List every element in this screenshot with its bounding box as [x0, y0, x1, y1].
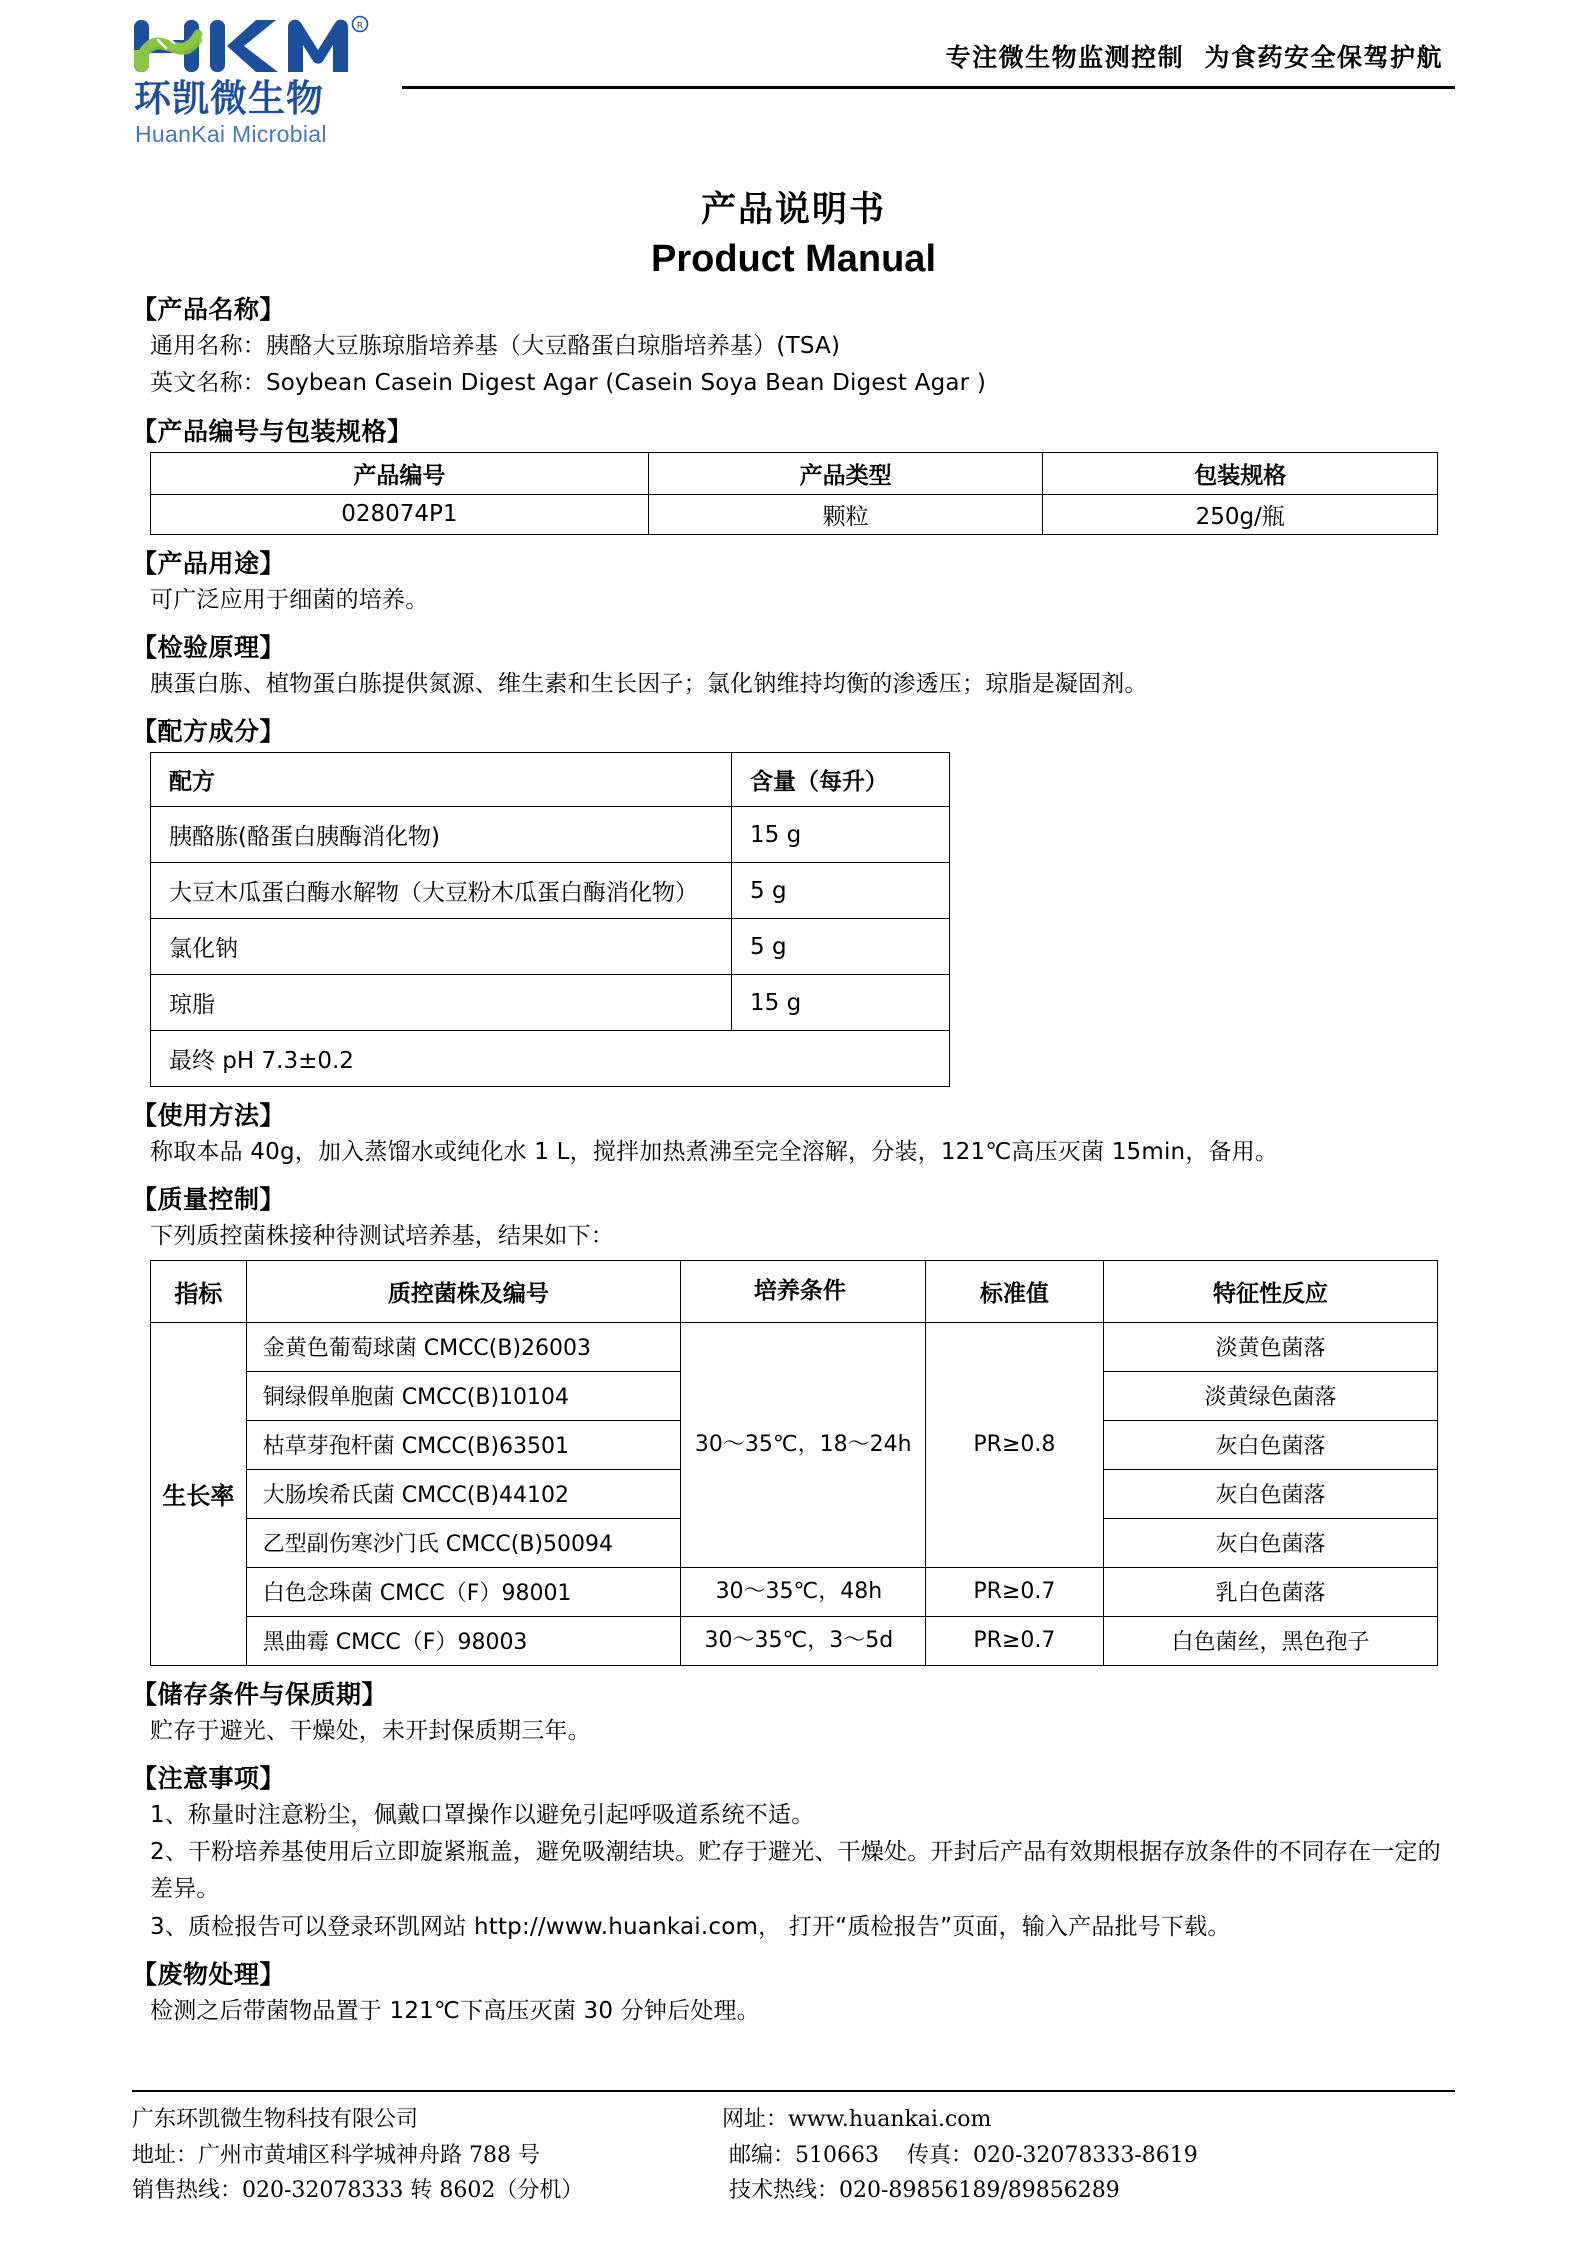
product-english-name [150, 365, 1455, 402]
cell-reaction: 灰白色菌落 [1103, 1469, 1437, 1518]
col-product-type: 产品类型 [648, 452, 1043, 494]
footer-postcode-fax: 邮编：510663 传真：020-32078333-8619 [722, 2142, 1198, 2168]
precaution-item-1: 1、称量时注意粉尘，佩戴口罩操作以避免引起呼吸道系统不适。 [150, 1801, 815, 1828]
table-row [151, 1616, 1438, 1665]
page-title-cn: 产品说明书 [700, 190, 886, 230]
cell-reaction: 灰白色菌落 [1103, 1420, 1437, 1469]
cell-amount: 15 g [732, 807, 950, 863]
cell-condition: 30～35℃，48h [680, 1567, 925, 1616]
purpose-text: 可广泛应用于细菌的培养。 [150, 586, 429, 613]
logo-company-name-en: HuanKai Microbial [135, 121, 327, 148]
cell-strain: 金黄色葡萄球菌 CMCC(B)26003 [246, 1322, 680, 1371]
cell-product-type: 颗粒 [648, 494, 1043, 534]
quality-control-intro: 下列质控菌株接种待测试培养基，结果如下： [150, 1223, 614, 1250]
section-heading-purpose: 【产品用途】 [132, 548, 286, 578]
cell-product-code: 028074P1 [151, 494, 649, 534]
section-heading-product-name: 【产品名称】 [132, 295, 286, 324]
footer-website: 网址：www.huankai.com [722, 2107, 992, 2133]
cell-reaction: 灰白色菌落 [1103, 1518, 1437, 1567]
footer-company-name: 广东环凯微生物科技有限公司 [132, 2107, 419, 2133]
cell-strain: 枯草芽孢杆菌 CMCC(B)63501 [246, 1420, 680, 1469]
cell-strain: 大肠埃希氏菌 CMCC(B)44102 [246, 1469, 680, 1518]
cell-reaction: 淡黄绿色菌落 [1103, 1371, 1437, 1420]
quality-control-table [150, 1260, 1438, 1666]
company-tagline: 专注微生物监测控制 为食药安全保驾护航 [945, 43, 1443, 72]
cell-amount: 5 g [732, 863, 950, 919]
formula-table [150, 752, 950, 1087]
col-strain: 质控菌株及编号 [246, 1260, 680, 1322]
table-row [151, 494, 1438, 534]
section-heading-product-code: 【产品编号与包装规格】 [132, 416, 413, 446]
page-footer [132, 2090, 1455, 2209]
col-package-spec: 包装规格 [1043, 452, 1438, 494]
table-row [151, 807, 950, 863]
table-row [151, 1322, 1438, 1371]
col-indicator: 指标 [151, 1260, 247, 1322]
cell-strain: 乙型副伤寒沙门氏 CMCC(B)50094 [246, 1518, 680, 1567]
cell-final-ph: 最终 pH 7.3±0.2 [151, 1031, 950, 1087]
cell-standard: PR≥0.8 [925, 1322, 1103, 1567]
generic-name-value: 胰酪大豆胨琼脂培养基（大豆酪蛋白琼脂培养基）(TSA) [266, 333, 841, 359]
precaution-item-3: 3、质检报告可以登录环凯网站 http://www.huankai.com， 打开“质检报告”页面，输入产品批号下载。 [150, 1913, 1231, 1940]
section-heading-storage: 【储存条件与保质期】 [132, 1679, 388, 1709]
cell-ingredient: 氯化钠 [151, 919, 732, 975]
table-header-row [151, 1260, 1438, 1322]
footer-address: 地址：广州市黄埔区科学城神舟路 788 号 [132, 2142, 540, 2168]
section-heading-waste: 【废物处理】 [132, 1959, 286, 1989]
footer-right-column [722, 2102, 1455, 2209]
cell-strain: 铜绿假单胞菌 CMCC(B)10104 [246, 1371, 680, 1420]
section-heading-principle: 【检验原理】 [132, 632, 286, 662]
table-row [151, 975, 950, 1031]
footer-contact-block [132, 2102, 1455, 2209]
col-product-code: 产品编号 [151, 452, 649, 494]
page-title-en: Product Manual [650, 238, 937, 280]
company-logo [132, 0, 402, 148]
cell-strain: 白色念珠菌 CMCC（F）98001 [246, 1567, 680, 1616]
page-header [132, 0, 1455, 160]
cell-indicator: 生长率 [151, 1322, 247, 1665]
section-heading-formula: 【配方成分】 [132, 717, 286, 746]
cell-condition: 30～35℃，3～5d [680, 1616, 925, 1665]
cell-ingredient: 胰酪胨(酪蛋白胰酶消化物) [151, 807, 732, 863]
footer-tech-hotline: 技术热线：020-89856189/89856289 [722, 2178, 1120, 2204]
cell-standard: PR≥0.7 [925, 1616, 1103, 1665]
col-condition: 培养条件 [680, 1260, 925, 1322]
section-heading-precautions: 【注意事项】 [132, 1763, 286, 1793]
generic-name-label: 通用名称： [150, 333, 266, 359]
waste-text: 检测之后带菌物品置于 121℃下高压灭菌 30 分钟后处理。 [150, 1997, 760, 2024]
cell-reaction: 淡黄色菌落 [1103, 1322, 1437, 1371]
table-row [151, 919, 950, 975]
english-name-label: 英文名称： [150, 370, 266, 397]
header-divider [402, 86, 1455, 89]
footer-divider [132, 2090, 1455, 2092]
logo-company-name-cn: 环凯微生物 [134, 77, 324, 120]
cell-amount: 5 g [732, 919, 950, 975]
table-header-row [151, 753, 950, 807]
col-amount: 含量（每升） [732, 753, 950, 807]
header-right [402, 0, 1455, 89]
col-standard: 标准值 [925, 1260, 1103, 1322]
hkm-logo-icon [132, 14, 387, 76]
section-heading-quality-control: 【质量控制】 [132, 1185, 286, 1215]
cell-ingredient: 琼脂 [151, 975, 732, 1031]
precaution-item-2: 2、干粉培养基使用后立即旋紧瓶盖，避免吸潮结块。贮存于避光、干燥处。开封后产品有效期根据存放条件的不同存在一定的差异。 [150, 1839, 1441, 1903]
table-row [151, 1567, 1438, 1616]
svg-text:R: R [356, 21, 364, 32]
col-reaction: 特征性反应 [1103, 1260, 1437, 1322]
cell-ingredient: 大豆木瓜蛋白酶水解物（大豆粉木瓜蛋白酶消化物） [151, 863, 732, 919]
principle-text: 胰蛋白胨、植物蛋白胨提供氮源、维生素和生长因子；氯化钠维持均衡的渗透压；琼脂是凝固剂。 [150, 670, 1148, 697]
footer-sales-hotline: 销售热线：020-32078333 转 8602（分机） [132, 2178, 584, 2204]
cell-reaction: 乳白色菌落 [1103, 1567, 1437, 1616]
col-formula: 配方 [151, 753, 732, 807]
section-heading-usage: 【使用方法】 [132, 1101, 286, 1130]
cell-package-spec: 250g/瓶 [1043, 494, 1438, 534]
cell-reaction: 白色菌丝，黑色孢子 [1103, 1616, 1437, 1665]
table-row-ph [151, 1031, 950, 1087]
cell-condition: 30～35℃，18～24h [680, 1322, 925, 1567]
table-header-row [151, 452, 1438, 494]
footer-left-column [132, 2102, 722, 2209]
cell-strain: 黑曲霉 CMCC（F）98003 [246, 1616, 680, 1665]
usage-text: 称取本品 40g，加入蒸馏水或纯化水 1 L，搅拌加热煮沸至完全溶解，分装，121℃高压灭菌 15min，备用。 [150, 1139, 1279, 1165]
table-row [151, 863, 950, 919]
cell-standard: PR≥0.7 [925, 1567, 1103, 1616]
cell-amount: 15 g [732, 975, 950, 1031]
product-code-table [150, 452, 1438, 535]
storage-text: 贮存于避光、干燥处，未开封保质期三年。 [150, 1717, 591, 1744]
product-generic-name [150, 328, 1455, 365]
english-name-value: Soybean Casein Digest Agar (Casein Soya Bean Digest Agar ) [266, 370, 987, 397]
